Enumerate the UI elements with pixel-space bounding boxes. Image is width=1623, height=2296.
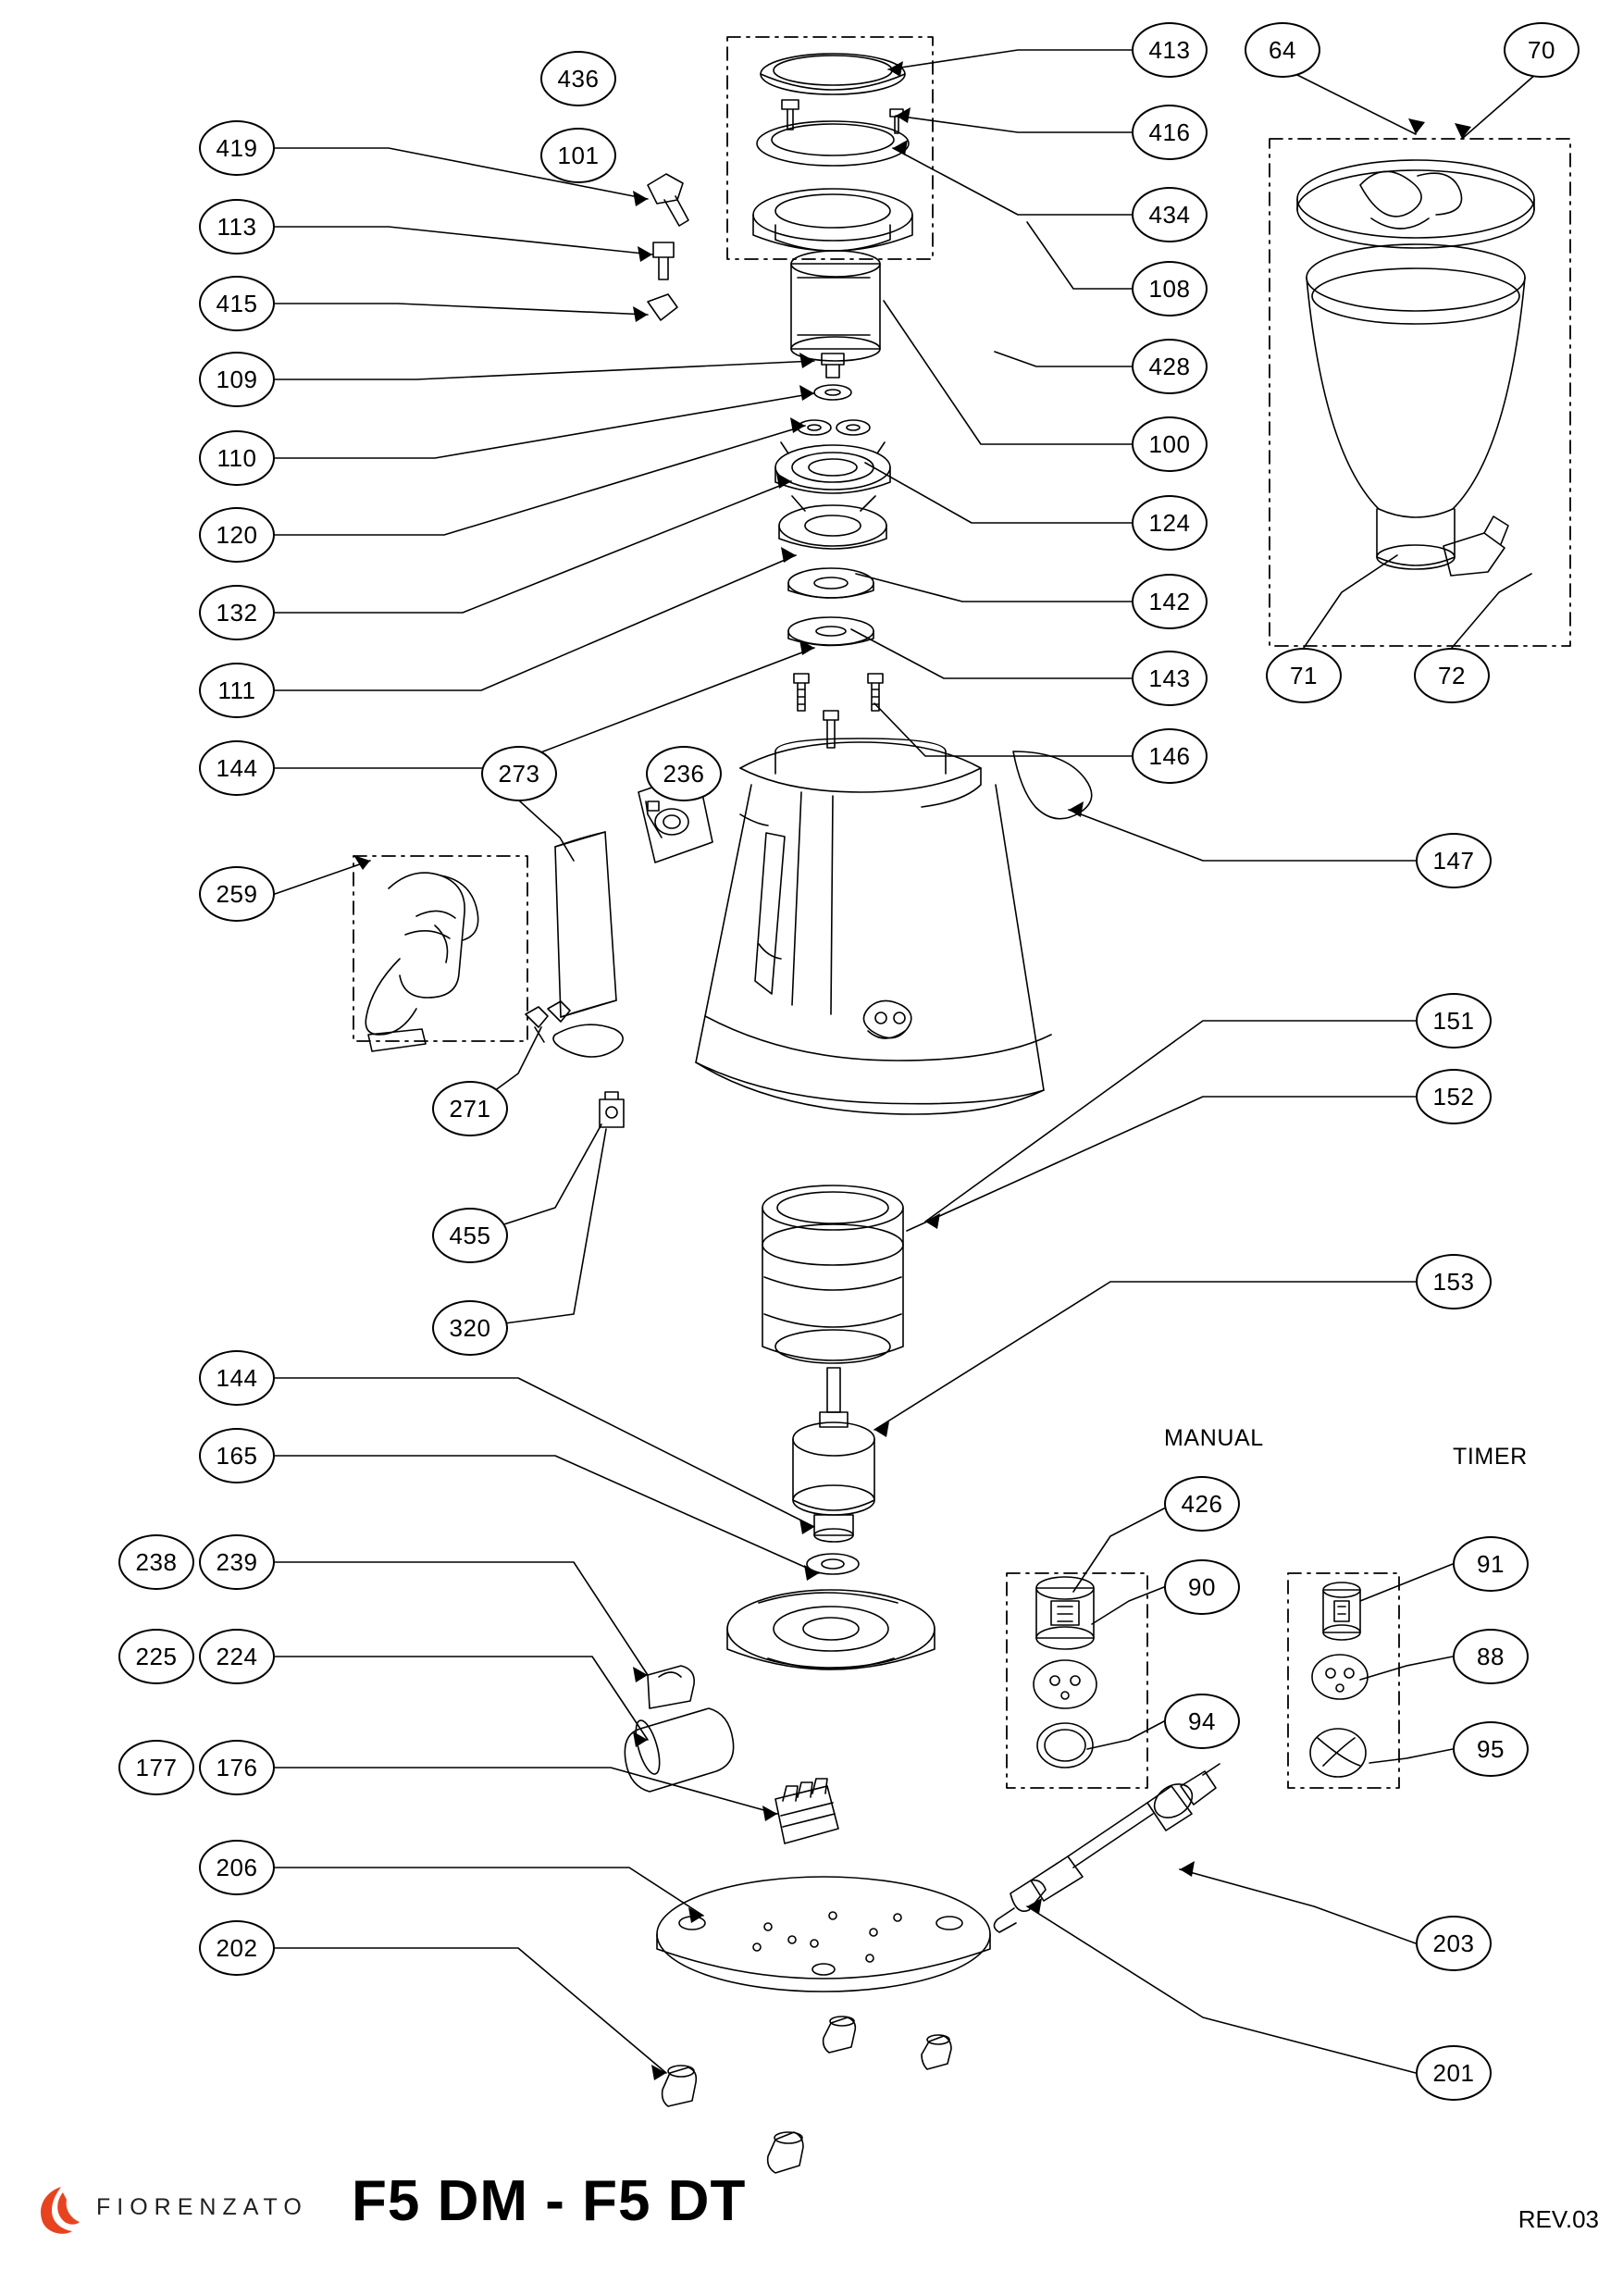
callout-108[interactable]: 108 — [1132, 261, 1208, 316]
callout-120[interactable]: 120 — [199, 507, 275, 563]
callout-142[interactable]: 142 — [1132, 574, 1208, 629]
callout-203[interactable]: 203 — [1416, 1916, 1492, 1971]
callout-151[interactable]: 151 — [1416, 993, 1492, 1049]
rubber-feet-202 — [663, 2017, 951, 2173]
timer-switch-group — [1310, 1582, 1368, 1777]
callout-413[interactable]: 413 — [1132, 22, 1208, 78]
callout-153[interactable]: 153 — [1416, 1254, 1492, 1309]
callout-165[interactable]: 165 — [199, 1428, 275, 1483]
callout-426[interactable]: 426 — [1164, 1476, 1240, 1532]
callout-147[interactable]: 147 — [1416, 833, 1492, 888]
assembly-group-box — [353, 37, 1570, 1788]
title-block — [0, 2157, 1623, 2296]
callout-143[interactable]: 143 — [1132, 651, 1208, 706]
terminal-block-176 — [775, 1779, 838, 1843]
callout-70[interactable]: 70 — [1504, 22, 1580, 78]
callout-64[interactable]: 64 — [1245, 22, 1320, 78]
front-panel-group — [365, 772, 712, 1127]
callout-416[interactable]: 416 — [1132, 105, 1208, 160]
leader-lines-left — [275, 148, 819, 2073]
adjust-ring-142 — [779, 496, 886, 549]
callout-415[interactable]: 415 — [199, 276, 275, 331]
callout-144-lower[interactable]: 144 — [199, 1350, 275, 1406]
burr-disc-143 — [788, 568, 873, 598]
callout-428[interactable]: 428 — [1132, 339, 1208, 394]
grind-chamber-152 — [762, 1185, 903, 1363]
arrow-heads — [353, 61, 1471, 2080]
callout-144-upper[interactable]: 144 — [199, 740, 275, 796]
callout-224[interactable]: 224 — [199, 1629, 275, 1684]
motor-body-100 — [791, 251, 880, 361]
callout-455[interactable]: 455 — [432, 1208, 508, 1263]
page-title: F5 DM - F5 DT — [352, 2169, 747, 2233]
callout-236[interactable]: 236 — [646, 746, 722, 801]
callout-419[interactable]: 419 — [199, 120, 275, 176]
callout-201[interactable]: 201 — [1416, 2045, 1492, 2101]
small-parts-left — [648, 174, 688, 320]
callout-271[interactable]: 271 — [432, 1081, 508, 1136]
callout-320[interactable]: 320 — [432, 1300, 508, 1356]
base-plate-165 — [727, 1554, 935, 1669]
revision-label: REV.03 — [1518, 2205, 1599, 2233]
callout-88[interactable]: 88 — [1453, 1629, 1529, 1684]
callout-152[interactable]: 152 — [1416, 1069, 1492, 1124]
callout-238[interactable]: 238 — [118, 1534, 194, 1590]
manual-switch-group — [1034, 1577, 1096, 1768]
fiorenzato-logo-icon — [35, 2183, 87, 2237]
callout-110[interactable]: 110 — [199, 430, 275, 486]
callout-90[interactable]: 90 — [1164, 1559, 1240, 1615]
callout-259[interactable]: 259 — [199, 866, 275, 922]
callout-225[interactable]: 225 — [118, 1629, 194, 1684]
hopper-collar-assembly — [753, 54, 912, 251]
lower-base-206 — [657, 1877, 990, 1992]
callout-239[interactable]: 239 — [199, 1534, 275, 1590]
burr-carrier-124 — [775, 442, 890, 493]
brand-wordmark: FIORENZATO — [96, 2194, 308, 2220]
callout-94[interactable]: 94 — [1164, 1694, 1240, 1749]
callout-273[interactable]: 273 — [481, 746, 557, 801]
callout-124[interactable]: 124 — [1132, 495, 1208, 551]
callout-113[interactable]: 113 — [199, 199, 275, 254]
callout-146[interactable]: 146 — [1132, 728, 1208, 784]
callout-436[interactable]: 436 — [540, 51, 616, 106]
callout-111[interactable]: 111 — [199, 663, 275, 718]
burr-disc-111 — [788, 617, 873, 646]
motor-shaft-153 — [793, 1368, 874, 1542]
callout-176[interactable]: 176 — [199, 1740, 275, 1795]
hopper-assembly — [1297, 160, 1534, 576]
screw-pair — [794, 674, 883, 748]
callout-100[interactable]: 100 — [1132, 416, 1208, 472]
callout-434[interactable]: 434 — [1132, 187, 1208, 242]
callout-132[interactable]: 132 — [199, 585, 275, 640]
callout-177[interactable]: 177 — [118, 1740, 194, 1795]
group-label-manual: MANUAL — [1164, 1425, 1264, 1451]
callout-72[interactable]: 72 — [1414, 648, 1490, 703]
callout-206[interactable]: 206 — [199, 1840, 275, 1895]
callout-91[interactable]: 91 — [1453, 1536, 1529, 1592]
capacitor-and-cap — [625, 1666, 733, 1792]
callout-202[interactable]: 202 — [199, 1920, 275, 1976]
callout-71[interactable]: 71 — [1266, 648, 1342, 703]
group-label-timer: TIMER — [1453, 1444, 1528, 1470]
callout-95[interactable]: 95 — [1453, 1721, 1529, 1777]
callout-101[interactable]: 101 — [540, 128, 616, 183]
grinder-body-147 — [696, 738, 1092, 1114]
callout-109[interactable]: 109 — [199, 352, 275, 407]
